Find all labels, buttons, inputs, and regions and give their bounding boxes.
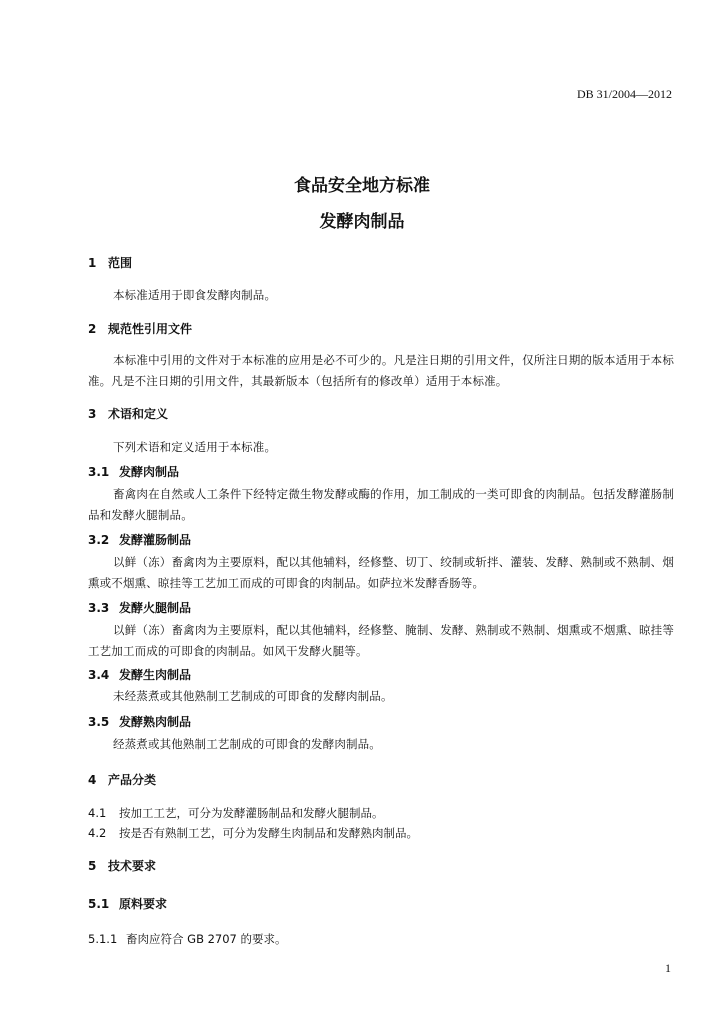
section-2-text: 本标准中引用的文件对于本标准的应用是必不可少的。凡是注日期的引用文件，仅所注日期的版本适用于本标准。凡是不注日期的引用文件，其最新版本（包括所有的修改单）适用于本标准。 <box>88 353 674 388</box>
section-title: 发酵生肉制品 <box>119 668 192 682</box>
section-1-text: 本标准适用于即食发酵肉制品。 <box>113 288 277 302</box>
section-3-3-heading <box>88 599 191 616</box>
section-3-2-text: 以鲜（冻）畜禽肉为主要原料，配以其他辅料，经修整、切丁、绞制或斩拌、灌装、发酵、熟制或不熟制、烟熏或不烟熏、晾挂等工艺加工而成的可即食的肉制品。如萨拉米发酵香肠等。 <box>88 555 674 590</box>
item-number: 5.1.1 <box>88 932 118 946</box>
item-number: 4.2 <box>88 826 107 840</box>
section-number: 3.1 <box>88 465 110 479</box>
section-4-2-item <box>88 825 418 841</box>
section-3-4-text: 未经蒸煮或其他熟制工艺制成的可即食的发酵肉制品。 <box>113 689 393 703</box>
section-title: 产品分类 <box>108 773 157 787</box>
section-title: 发酵肉制品 <box>119 465 180 479</box>
section-number: 3 <box>88 407 97 421</box>
item-text: 畜肉应符合 GB 2707 的要求。 <box>126 932 287 946</box>
section-3-5-text: 经蒸煮或其他熟制工艺制成的可即食的发酵肉制品。 <box>113 737 381 751</box>
section-5-1-1-item <box>88 931 287 947</box>
section-title: 发酵熟肉制品 <box>119 715 192 729</box>
section-1-heading <box>88 254 132 271</box>
section-3-4-heading <box>88 666 191 683</box>
section-title: 发酵灌肠制品 <box>119 533 192 547</box>
section-5-heading <box>88 857 156 874</box>
section-number: 3.3 <box>88 601 110 615</box>
section-number: 3.5 <box>88 715 110 729</box>
section-4-1-item <box>88 805 384 821</box>
section-title: 技术要求 <box>108 859 157 873</box>
section-number: 3.4 <box>88 668 110 682</box>
section-3-1-text: 畜禽肉在自然或人工条件下经特定微生物发酵或酶的作用，加工制成的一类可即食的肉制品。包括发酵灌肠制品和发酵火腿制品。 <box>88 487 674 522</box>
section-3-3-text: 以鲜（冻）畜禽肉为主要原料，配以其他辅料，经修整、腌制、发酵、熟制或不熟制、烟熏或不烟熏、晾挂等工艺加工而成的可即食的肉制品。如风干发酵火腿等。 <box>88 623 674 658</box>
item-text: 按加工工艺，可分为发酵灌肠制品和发酵火腿制品。 <box>119 806 384 820</box>
section-3-2-heading <box>88 531 191 548</box>
section-3-heading <box>88 405 168 422</box>
section-number: 5 <box>88 859 97 873</box>
section-number: 3.2 <box>88 533 110 547</box>
section-title: 发酵火腿制品 <box>119 601 192 615</box>
section-title: 规范性引用文件 <box>108 322 193 336</box>
section-3-1-heading <box>88 463 179 480</box>
section-number: 4 <box>88 773 97 787</box>
section-title: 原料要求 <box>119 897 168 911</box>
section-4-heading <box>88 771 156 788</box>
section-title: 术语和定义 <box>108 407 169 421</box>
section-3-5-heading <box>88 713 191 730</box>
document-title: 食品安全地方标准 <box>294 176 430 196</box>
section-3-text: 下列术语和定义适用于本标准。 <box>113 440 277 454</box>
section-number: 5.1 <box>88 897 110 911</box>
page-number: 1 <box>665 961 671 975</box>
section-2-heading <box>88 320 192 337</box>
section-title: 范围 <box>108 256 133 270</box>
section-number: 1 <box>88 256 97 270</box>
section-5-1-heading <box>88 895 167 912</box>
section-number: 2 <box>88 322 97 336</box>
document-subtitle: 发酵肉制品 <box>319 212 405 232</box>
item-text: 按是否有熟制工艺，可分为发酵生肉制品和发酵熟肉制品。 <box>119 826 418 840</box>
standard-code: DB 31/2004—2012 <box>576 87 672 101</box>
item-number: 4.1 <box>88 806 107 820</box>
